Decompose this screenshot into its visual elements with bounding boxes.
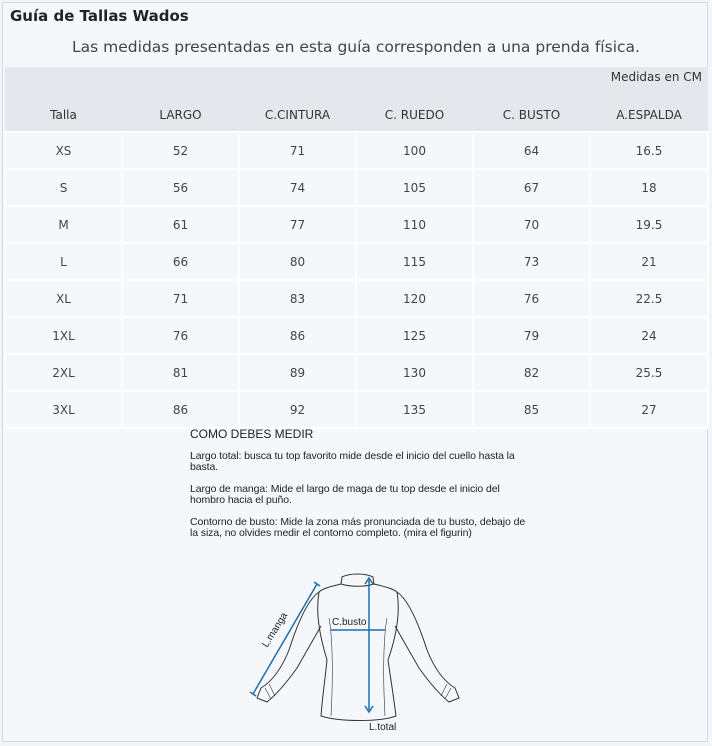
table-cell: 27 xyxy=(590,391,708,428)
table-cell: 120 xyxy=(356,280,473,317)
column-header-talla: Talla xyxy=(5,67,122,132)
bust-label: C.busto xyxy=(332,617,367,628)
table-cell: 80 xyxy=(239,243,356,280)
table-row xyxy=(5,354,708,391)
table-cell: 89 xyxy=(239,354,356,391)
table-cell: 3XL xyxy=(5,391,122,428)
table-cell: 86 xyxy=(239,317,356,354)
garment-figure xyxy=(245,570,475,740)
table-cell: 18 xyxy=(590,169,708,206)
sleeve-label: L.manga xyxy=(260,610,291,650)
column-header-espalda: Medidas en CM A.ESPALDA xyxy=(590,67,708,132)
table-cell: 19.5 xyxy=(590,206,708,243)
table-cell: S xyxy=(5,169,122,206)
table-row xyxy=(5,206,708,243)
table-row xyxy=(5,243,708,280)
size-table xyxy=(4,67,709,429)
column-header-busto: C. BUSTO xyxy=(473,67,590,132)
table-cell: 110 xyxy=(356,206,473,243)
table-cell: 100 xyxy=(356,132,473,169)
right-sleeve-outline xyxy=(395,592,459,702)
table-cell: 77 xyxy=(239,206,356,243)
table-cell: 22.5 xyxy=(590,280,708,317)
table-row xyxy=(5,280,708,317)
guide-contorno-busto: Contorno de busto: Mide la zona más pronunciada de tu busto, debajo de la siza, no olvides medir el contorno completo. (mira el figurin) xyxy=(190,516,526,539)
left-seam xyxy=(329,618,332,716)
garment-diagram xyxy=(245,570,475,740)
table-cell: L xyxy=(5,243,122,280)
table-row xyxy=(5,391,708,428)
table-cell: 76 xyxy=(473,280,590,317)
table-row xyxy=(5,317,708,354)
table-cell: 70 xyxy=(473,206,590,243)
table-cell: 92 xyxy=(239,391,356,428)
table-cell: 21 xyxy=(590,243,708,280)
table-row xyxy=(5,132,708,169)
table-cell: M xyxy=(5,206,122,243)
table-cell: 86 xyxy=(122,391,239,428)
table-cell: 85 xyxy=(473,391,590,428)
measuring-guide xyxy=(188,427,528,550)
table-cell: 76 xyxy=(122,317,239,354)
table-cell: 83 xyxy=(239,280,356,317)
column-header-largo: LARGO xyxy=(122,67,239,132)
table-cell: XL xyxy=(5,280,122,317)
table-cell: 105 xyxy=(356,169,473,206)
guide-heading: COMO DEBES MEDIR xyxy=(190,427,314,441)
table-cell: 125 xyxy=(356,317,473,354)
table-cell: 24 xyxy=(590,317,708,354)
table-cell: XS xyxy=(5,132,122,169)
table-cell: 66 xyxy=(122,243,239,280)
units-label: Medidas en CM xyxy=(610,70,702,84)
table-cell: 2XL xyxy=(5,354,122,391)
table-cell: 115 xyxy=(356,243,473,280)
right-seam xyxy=(384,618,387,716)
table-cell: 73 xyxy=(473,243,590,280)
table-cell: 61 xyxy=(122,206,239,243)
table-cell: 82 xyxy=(473,354,590,391)
table-cell: 74 xyxy=(239,169,356,206)
column-header-cintura: C.CINTURA xyxy=(239,67,356,132)
guide-largo-manga: Largo de manga: Mide el largo de maga de tu top desde el inicio del hombro hacia el puño. xyxy=(190,483,500,506)
table-cell: 25.5 xyxy=(590,354,708,391)
table-cell: 130 xyxy=(356,354,473,391)
table-cell: 67 xyxy=(473,169,590,206)
table-cell: 81 xyxy=(122,354,239,391)
table-cell: 16.5 xyxy=(590,132,708,169)
table-cell: 79 xyxy=(473,317,590,354)
table-cell: 71 xyxy=(239,132,356,169)
body-outline xyxy=(318,584,399,721)
table-cell: 71 xyxy=(122,280,239,317)
table-cell: 52 xyxy=(122,132,239,169)
page-title: Guía de Tallas Wados xyxy=(10,7,189,25)
table-cell: 135 xyxy=(356,391,473,428)
guide-largo-total: Largo total: busca tu top favorito mide desde el inicio del cuello hasta la basta. xyxy=(190,450,515,473)
table-cell: 1XL xyxy=(5,317,122,354)
table-cell: 56 xyxy=(122,169,239,206)
table-header-row xyxy=(5,67,708,132)
column-header-ruedo: C. RUEDO xyxy=(356,67,473,132)
table-cell: 64 xyxy=(473,132,590,169)
table-row xyxy=(5,169,708,206)
page-subtitle: Las medidas presentadas en esta guía corresponden a una prenda física. xyxy=(72,38,640,56)
total-label: L.total xyxy=(369,722,397,733)
